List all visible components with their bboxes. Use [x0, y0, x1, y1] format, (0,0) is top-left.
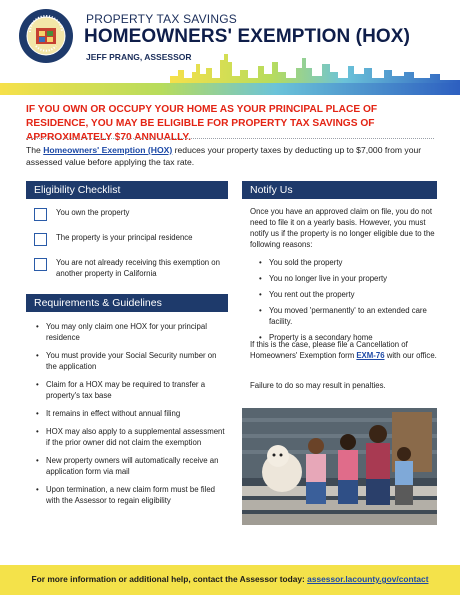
- requirement-text: You must provide your Social Security number on the application: [46, 351, 217, 371]
- list-item: • You must provide your Social Security number on the application: [36, 351, 217, 371]
- contact-link[interactable]: assessor.lacounty.gov/contact: [307, 574, 429, 584]
- requirement-text: New property owners will automatically receive an application form via mail: [46, 456, 219, 476]
- requirements-list: [34, 321, 226, 513]
- checkbox[interactable]: [34, 258, 47, 271]
- exm-76-link[interactable]: EXM-76: [356, 351, 385, 360]
- penalty-note: Failure to do so may result in penalties.: [250, 381, 386, 390]
- intro-prefix: The: [26, 145, 44, 155]
- reason-text: You no longer live in your property: [269, 274, 388, 283]
- eligibility-header: Eligibility Checklist: [26, 181, 228, 199]
- list-item: • Property is a secondary home: [259, 333, 373, 342]
- reason-text: You sold the property: [269, 258, 343, 267]
- divider: [26, 138, 434, 139]
- requirement-text: Upon termination, a new claim form must be filed with the Assessor to regain eligibility: [46, 485, 216, 505]
- list-item: • Upon termination, a new claim form must be filed with the Assessor to regain eligibility: [36, 485, 216, 505]
- list-item: • You no longer live in your property: [259, 274, 388, 283]
- checklist-label: The property is your principal residence: [56, 233, 193, 242]
- reason-text: You rent out the property: [269, 290, 355, 299]
- footer-text: [0, 574, 460, 584]
- list-item: • You rent out the property: [259, 290, 355, 299]
- assessor-name: JEFF PRANG, ASSESSOR: [86, 52, 192, 62]
- checklist-item: [34, 232, 231, 246]
- list-item: • HOX may also apply to a supplemental assessment if the prior owner did not claim the exemption: [36, 427, 225, 447]
- lead-statement: IF YOU OWN OR OCCUPY YOUR HOME AS YOUR PRINCIPAL PLACE OF RESIDENCE, YOU MAY BE ELIGIBLE FOR PROPERTY TAX SAVINGS OF APPROXIMATELY $70 ANNUALLY.: [26, 104, 378, 143]
- supertitle: PROPERTY TAX SAVINGS: [86, 12, 237, 26]
- checklist-item: [34, 257, 231, 279]
- family-photo: [242, 408, 437, 525]
- requirements-header: Requirements & Guidelines: [26, 294, 228, 312]
- checklist-label: You own the property: [56, 208, 130, 217]
- footer-banner: [0, 565, 460, 595]
- notify-intro: Once you have an approved claim on file, you do not need to file it on a yearly basis. However, you must notify us if the property is no longer eligible due to the following reasons:: [250, 207, 435, 249]
- checkbox[interactable]: [34, 208, 47, 221]
- checkbox[interactable]: [34, 233, 47, 246]
- list-item: • You moved 'permanently' to an extended care facility.: [259, 306, 427, 326]
- list-item: • Claim for a HOX may be required to transfer a property's tax base: [36, 380, 206, 400]
- list-item: • You may only claim one HOX for your principal residence: [36, 322, 207, 342]
- intro-paragraph: [26, 144, 436, 168]
- checklist-item: [34, 207, 231, 221]
- hox-link[interactable]: Homeowners' Exemption (HOX): [43, 145, 173, 155]
- reason-text: Property is a secondary home: [269, 333, 373, 342]
- list-item: • It remains in effect without annual filing: [36, 409, 181, 418]
- reason-text: You moved 'permanently' to an extended care facility.: [269, 306, 427, 326]
- checklist-label: You are not already receiving this exemption on another property in California: [56, 258, 220, 278]
- page-title: HOMEOWNERS' EXEMPTION (HOX): [84, 26, 411, 47]
- requirement-text: Claim for a HOX may be required to transfer a property's tax base: [46, 380, 206, 400]
- notify-header: Notify Us: [242, 181, 437, 199]
- list-item: • New property owners will automatically receive an application form via mail: [36, 456, 219, 476]
- header: [0, 0, 460, 95]
- list-item: • You sold the property: [259, 258, 343, 267]
- assessor-seal-logo: [18, 8, 74, 64]
- cancel-suffix: with our office.: [384, 351, 437, 360]
- requirement-text: HOX may also apply to a supplemental assessment if the prior owner did not claim the exemption: [46, 427, 225, 447]
- intro-suffix: reduces your property taxes by deducting up to $7,000 from your assessed value before applying the tax rate.: [26, 145, 422, 167]
- requirement-text: It remains in effect without annual filing: [46, 409, 181, 418]
- notify-reasons-list: [257, 257, 437, 348]
- cancel-prefix: If this is the case, please file a Cancellation of Homeowners' Exemption form: [250, 340, 408, 360]
- cancellation-paragraph: [250, 339, 438, 361]
- footer-message: For more information or additional help, contact the Assessor today:: [31, 574, 308, 584]
- requirement-text: You may only claim one HOX for your principal residence: [46, 322, 207, 342]
